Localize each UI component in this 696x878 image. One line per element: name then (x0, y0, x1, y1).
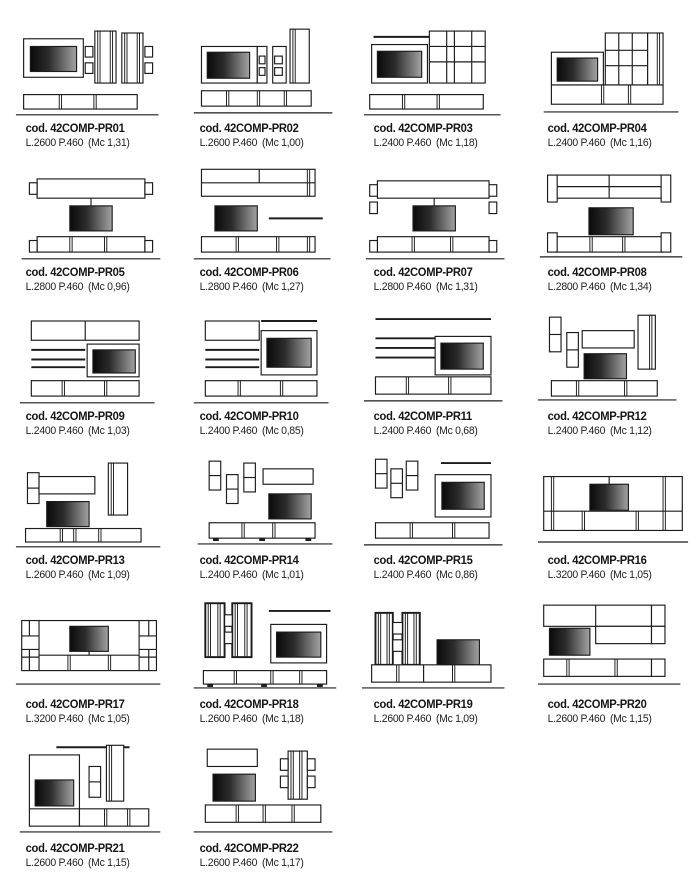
composition-volume: (Mc 1,05) (609, 568, 652, 581)
composition-size: L.2600 P.460 (199, 712, 258, 725)
composition-dimensions (200, 713, 353, 726)
composition-size: L.2800 P.460 (373, 280, 432, 293)
composition-volume: (Mc 1,16) (609, 136, 652, 149)
composition-dimensions (26, 281, 179, 294)
composition-dimensions (548, 569, 696, 582)
composition-cell (532, 156, 696, 300)
composition-code: cod. 42COMP-PR11 (373, 411, 472, 424)
composition-cell (358, 588, 532, 732)
composition-volume: (Mc 1,31) (87, 136, 130, 149)
composition-drawing (14, 743, 168, 840)
composition-code: cod. 42COMP-PR07 (373, 267, 473, 280)
composition-volume: (Mc 1,09) (435, 712, 478, 725)
composition-caption (188, 408, 353, 444)
composition-code: cod. 42COMP-PR04 (547, 123, 647, 136)
composition-code: cod. 42COMP-PR08 (547, 267, 647, 280)
composition-dimensions (200, 569, 353, 582)
composition-cell (184, 300, 358, 444)
composition-code: cod. 42COMP-PR03 (373, 123, 473, 136)
composition-code: cod. 42COMP-PR02 (199, 123, 299, 136)
composition-code: cod. 42COMP-PR17 (25, 699, 125, 712)
composition-cell (358, 156, 532, 300)
composition-cell (184, 12, 358, 156)
composition-caption (536, 696, 696, 732)
composition-caption (188, 696, 353, 732)
composition-cell (532, 588, 696, 732)
composition-dimensions (374, 569, 527, 582)
composition-dimensions (200, 425, 353, 438)
composition-drawing (362, 167, 516, 264)
composition-drawing (536, 23, 690, 120)
composition-size: L.2400 P.460 (547, 136, 606, 149)
composition-caption (362, 552, 527, 588)
composition-dimensions (374, 281, 527, 294)
composition-drawing (188, 455, 342, 552)
composition-drawing (536, 455, 690, 552)
composition-dimensions (548, 713, 696, 726)
composition-volume: (Mc 1,27) (261, 280, 304, 293)
composition-code: cod. 42COMP-PR05 (25, 267, 125, 280)
composition-dimensions (26, 713, 179, 726)
composition-caption (362, 696, 527, 732)
composition-volume: (Mc 1,17) (261, 856, 304, 869)
composition-dimensions (26, 569, 179, 582)
composition-drawing (536, 599, 690, 696)
composition-cell (10, 444, 184, 588)
composition-drawing (14, 599, 168, 696)
composition-volume: (Mc 1,12) (609, 424, 652, 437)
composition-code: cod. 42COMP-PR19 (373, 699, 473, 712)
composition-caption (14, 408, 179, 444)
composition-drawing (188, 599, 342, 696)
composition-size: L.2400 P.460 (547, 424, 606, 437)
composition-dimensions (374, 713, 527, 726)
composition-volume: (Mc 1,34) (609, 280, 652, 293)
composition-size: L.2400 P.460 (25, 424, 84, 437)
composition-dimensions (548, 281, 696, 294)
composition-volume: (Mc 1,31) (435, 280, 478, 293)
composition-dimensions (200, 281, 353, 294)
composition-drawing (362, 455, 516, 552)
composition-drawing (188, 743, 342, 840)
composition-caption (536, 120, 696, 156)
composition-size: L.2800 P.460 (547, 280, 606, 293)
composition-dimensions (26, 857, 179, 870)
composition-size: L.2600 P.460 (25, 568, 84, 581)
composition-drawing (14, 455, 168, 552)
composition-caption (14, 552, 179, 588)
composition-drawing (536, 311, 690, 408)
composition-code: cod. 42COMP-PR14 (199, 555, 299, 568)
composition-cell (358, 300, 532, 444)
composition-caption (188, 120, 353, 156)
composition-caption (14, 120, 179, 156)
composition-cell (10, 156, 184, 300)
composition-drawing (362, 23, 516, 120)
composition-size: L.2400 P.460 (199, 424, 258, 437)
composition-cell (184, 732, 358, 876)
composition-size: L.2600 P.460 (547, 712, 606, 725)
composition-caption (188, 264, 353, 300)
composition-volume: (Mc 1,00) (261, 136, 304, 149)
composition-volume: (Mc 1,05) (87, 712, 130, 725)
composition-drawing (362, 599, 516, 696)
composition-code: cod. 42COMP-PR01 (25, 123, 125, 136)
composition-drawing (188, 23, 342, 120)
composition-size: L.2600 P.460 (199, 136, 258, 149)
composition-cell (532, 444, 696, 588)
composition-code: cod. 42COMP-PR22 (199, 843, 299, 856)
composition-caption (362, 408, 527, 444)
composition-cell (358, 12, 532, 156)
composition-code: cod. 42COMP-PR10 (199, 411, 299, 424)
composition-code: cod. 42COMP-PR16 (547, 555, 647, 568)
composition-drawing (188, 311, 342, 408)
composition-volume: (Mc 1,18) (261, 712, 304, 725)
composition-size: L.2800 P.460 (199, 280, 258, 293)
composition-caption (536, 552, 696, 588)
composition-cell (10, 12, 184, 156)
composition-cell (10, 588, 184, 732)
composition-code: cod. 42COMP-PR20 (547, 699, 647, 712)
composition-dimensions (374, 425, 527, 438)
composition-volume: (Mc 1,01) (261, 568, 304, 581)
composition-cell (532, 300, 696, 444)
composition-volume: (Mc 1,15) (87, 856, 130, 869)
composition-code: cod. 42COMP-PR15 (373, 555, 473, 568)
composition-size: L.2600 P.460 (25, 136, 84, 149)
composition-caption (14, 840, 179, 876)
composition-cell (184, 156, 358, 300)
composition-code: cod. 42COMP-PR21 (25, 843, 125, 856)
composition-volume: (Mc 0,86) (435, 568, 478, 581)
composition-caption (14, 696, 179, 732)
composition-size: L.2400 P.460 (373, 136, 432, 149)
composition-dimensions (548, 425, 696, 438)
composition-volume: (Mc 0,68) (435, 424, 478, 437)
composition-cell (358, 444, 532, 588)
composition-caption (362, 264, 527, 300)
composition-volume: (Mc 1,15) (609, 712, 652, 725)
composition-volume: (Mc 1,09) (87, 568, 130, 581)
composition-code: cod. 42COMP-PR06 (199, 267, 299, 280)
composition-dimensions (26, 425, 179, 438)
composition-drawing (536, 167, 690, 264)
composition-drawing (188, 167, 342, 264)
composition-volume: (Mc 1,18) (435, 136, 478, 149)
composition-caption (536, 408, 696, 444)
composition-dimensions (200, 857, 353, 870)
composition-cell (184, 588, 358, 732)
composition-drawing (362, 311, 516, 408)
composition-code: cod. 42COMP-PR09 (25, 411, 125, 424)
composition-dimensions (548, 137, 696, 150)
composition-dimensions (200, 137, 353, 150)
composition-size: L.3200 P.460 (25, 712, 84, 725)
composition-size: L.2800 P.460 (25, 280, 84, 293)
composition-code: cod. 42COMP-PR18 (199, 699, 299, 712)
composition-cell (532, 12, 696, 156)
composition-size: L.3200 P.460 (547, 568, 606, 581)
composition-caption (362, 120, 527, 156)
composition-caption (536, 264, 696, 300)
composition-cell (184, 444, 358, 588)
composition-drawing (14, 167, 168, 264)
composition-drawing (14, 311, 168, 408)
composition-volume: (Mc 0,85) (261, 424, 304, 437)
composition-size: L.2400 P.460 (199, 568, 258, 581)
composition-size: L.2600 P.460 (199, 856, 258, 869)
composition-code: cod. 42COMP-PR13 (25, 555, 125, 568)
composition-volume: (Mc 1,03) (87, 424, 130, 437)
composition-dimensions (374, 137, 527, 150)
composition-volume: (Mc 0,96) (87, 280, 130, 293)
composition-caption (188, 552, 353, 588)
composition-drawing (14, 23, 168, 120)
composition-size: L.2400 P.460 (373, 568, 432, 581)
composition-dimensions (26, 137, 179, 150)
composition-caption (188, 840, 353, 876)
composition-cell (10, 300, 184, 444)
composition-size: L.2600 P.460 (25, 856, 84, 869)
composition-cell (10, 732, 184, 876)
composition-code: cod. 42COMP-PR12 (547, 411, 647, 424)
composition-size: L.2400 P.460 (373, 424, 432, 437)
composition-caption (14, 264, 179, 300)
composition-size: L.2600 P.460 (373, 712, 432, 725)
